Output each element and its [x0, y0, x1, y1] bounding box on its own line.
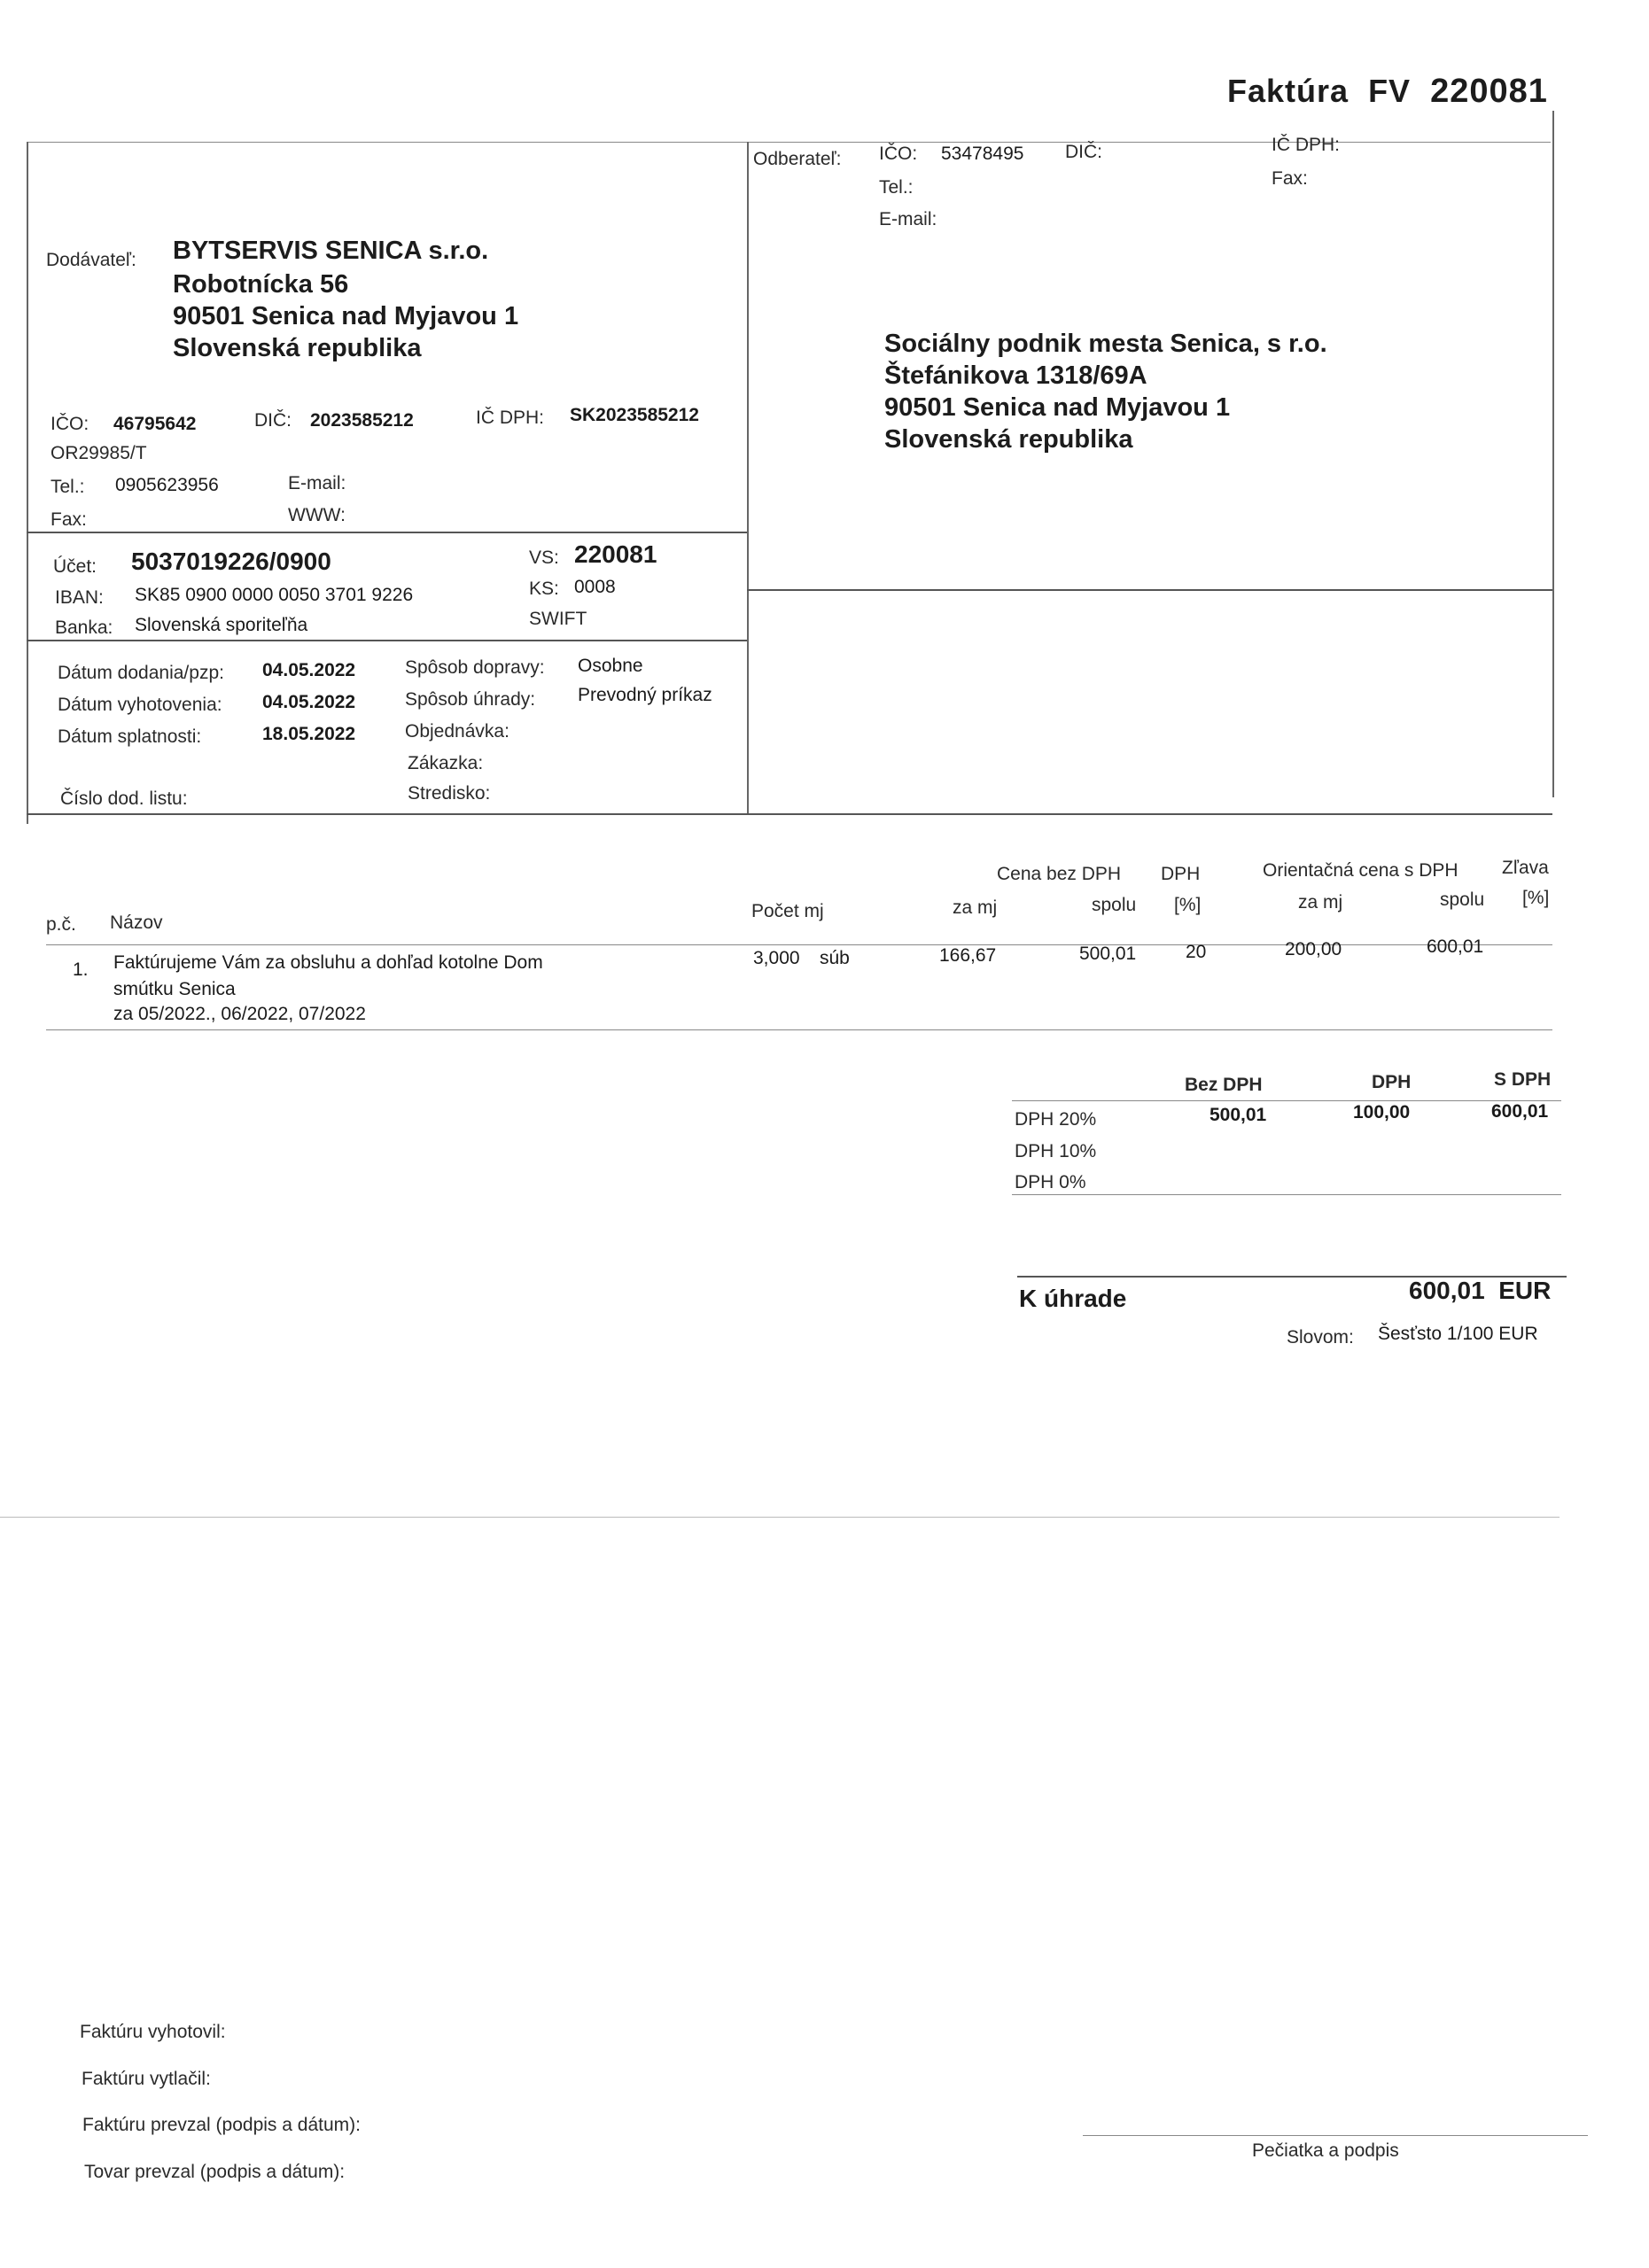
- middle-divider: [747, 142, 749, 815]
- signature-line: [1083, 2135, 1588, 2136]
- vat-row-total: 600,01: [1491, 1101, 1549, 1122]
- amount-in-words: Šesťsto 1/100 EUR: [1378, 1324, 1538, 1344]
- supplier-ico: 46795642: [113, 414, 197, 434]
- supplier-bank-divider: [27, 532, 747, 533]
- vat-bottom-rule: [1012, 1194, 1561, 1195]
- supplier-country: Slovenská republika: [173, 334, 422, 362]
- due-date-label: Dátum splatnosti:: [58, 726, 202, 747]
- delivery-note-label: Číslo dod. listu:: [60, 788, 188, 809]
- swift-label: SWIFT: [529, 609, 587, 629]
- col-price-unit: za mj: [953, 897, 998, 918]
- account-number: 5037019226/0900: [131, 548, 331, 575]
- supplier-fax-label: Fax:: [51, 509, 87, 530]
- ks-label: KS:: [529, 579, 559, 599]
- transport-value: Osobne: [578, 656, 643, 676]
- amount-in-words-label: Slovom:: [1287, 1327, 1354, 1348]
- item-name-line2: smútku Senica: [113, 979, 236, 999]
- col-name: Názov: [110, 913, 163, 933]
- payment-method-value: Prevodný príkaz: [578, 685, 712, 705]
- item-orient-total: 600,01: [1427, 936, 1484, 957]
- supplier-email-label: E-mail:: [288, 473, 346, 493]
- customer-ico: 53478495: [941, 144, 1024, 164]
- item-unit-price: 166,67: [939, 945, 997, 966]
- goods-received-label: Tovar prevzal (podpis a dátum):: [84, 2162, 346, 2182]
- vat-header-rule: [1012, 1100, 1561, 1101]
- contract-label: Zákazka:: [408, 753, 484, 773]
- issue-date: 04.05.2022: [262, 692, 356, 712]
- invoice-number: 220081: [1430, 73, 1548, 110]
- col-orient-unit: za mj: [1298, 892, 1343, 913]
- supplier-label: Dodávateľ:: [46, 250, 136, 270]
- supplier-dic-label: DIČ:: [254, 410, 292, 431]
- customer-tel-label: Tel.:: [879, 177, 914, 198]
- printed-by-label: Faktúru vytlačil:: [82, 2069, 211, 2089]
- supplier-www-label: WWW:: [288, 505, 346, 525]
- fold-mark: [0, 1517, 1560, 1518]
- bank-label: Banka:: [55, 617, 113, 638]
- vat-row-label: DPH 20%: [1015, 1109, 1097, 1130]
- bank-name: Slovenská sporiteľňa: [135, 615, 308, 635]
- center-label: Stredisko:: [408, 783, 491, 804]
- stamp-signature-label: Pečiatka a podpis: [1252, 2140, 1399, 2161]
- issue-date-label: Dátum vyhotovenia:: [58, 695, 222, 715]
- item-name-line3: za 05/2022., 06/2022, 07/2022: [113, 1004, 366, 1024]
- customer-city: 90501 Senica nad Myjavou 1: [884, 393, 1231, 422]
- payment-due-amount: [1409, 1277, 1551, 1305]
- customer-name: Sociálny podnik mesta Senica, s r.o.: [884, 330, 1327, 358]
- vs-value: 220081: [574, 540, 657, 568]
- col-orient-total: spolu: [1440, 889, 1485, 910]
- col-qty-unit: Počet mj: [751, 901, 824, 921]
- col-discount-pct: [%]: [1522, 888, 1550, 908]
- col-orient-group: Orientačná cena s DPH: [1263, 860, 1458, 881]
- payment-due-currency: EUR: [1498, 1277, 1552, 1304]
- vat-col-base: Bez DPH: [1185, 1075, 1263, 1095]
- vat-col-total: S DPH: [1494, 1069, 1552, 1090]
- col-price-group: Cena bez DPH: [997, 864, 1122, 884]
- supplier-icdph-label: IČ DPH:: [476, 408, 545, 428]
- bottom-rule: [27, 813, 1552, 815]
- transport-label: Spôsob dopravy:: [405, 657, 545, 678]
- supplier-dic: 2023585212: [310, 410, 414, 431]
- col-vat-pct: [%]: [1174, 895, 1202, 915]
- item-orient-unit: 200,00: [1285, 939, 1342, 959]
- col-vat: DPH: [1161, 864, 1201, 884]
- right-border: [1552, 111, 1554, 797]
- customer-country: Slovenská republika: [884, 425, 1133, 454]
- account-label: Účet:: [53, 556, 97, 577]
- supplier-ico-label: IČO:: [51, 414, 89, 434]
- supplier-tel: 0905623956: [115, 475, 219, 495]
- invoice-received-label: Faktúru prevzal (podpis a dátum):: [82, 2115, 361, 2135]
- item-vat: 20: [1186, 942, 1207, 962]
- items-bottom-rule: [46, 1029, 1552, 1030]
- customer-dic-label: DIČ:: [1065, 142, 1102, 162]
- payment-due-label: K úhrade: [1019, 1285, 1127, 1312]
- customer-label: Odberateľ:: [753, 149, 842, 169]
- ks-value: 0008: [574, 577, 616, 597]
- supplier-name: BYTSERVIS SENICA s.r.o.: [173, 237, 489, 265]
- invoice-title-label: Faktúra: [1227, 73, 1350, 109]
- delivery-date: 04.05.2022: [262, 660, 356, 680]
- customer-ico-label: IČO:: [879, 144, 918, 164]
- item-name-line1: Faktúrujeme Vám za obsluhu a dohľad kotolne Dom: [113, 952, 543, 973]
- issued-by-label: Faktúru vyhotovil:: [80, 2022, 226, 2042]
- due-date: 18.05.2022: [262, 724, 356, 744]
- item-qty: 3,000: [753, 948, 800, 968]
- supplier-street: Robotnícka 56: [173, 270, 349, 299]
- payment-method-label: Spôsob úhrady:: [405, 689, 536, 710]
- vat-row-base: 500,01: [1210, 1105, 1267, 1125]
- item-unit: súb: [820, 948, 850, 968]
- vat-col-vat: DPH: [1372, 1072, 1412, 1092]
- customer-street: Štefánikova 1318/69A: [884, 361, 1147, 390]
- item-total: 500,01: [1079, 944, 1137, 964]
- bank-dates-divider: [27, 640, 747, 641]
- vat-row-label: DPH 0%: [1015, 1172, 1086, 1192]
- supplier-city: 90501 Senica nad Myjavou 1: [173, 302, 519, 330]
- delivery-date-label: Dátum dodania/pzp:: [58, 663, 224, 683]
- customer-fax-label: Fax:: [1272, 168, 1308, 189]
- left-border: [27, 142, 28, 824]
- iban: SK85 0900 0000 0050 3701 9226: [135, 585, 414, 605]
- vs-label: VS:: [529, 548, 559, 568]
- customer-email-label: E-mail:: [879, 209, 937, 229]
- supplier-register: OR29985/T: [51, 443, 147, 463]
- col-price-total: spolu: [1092, 895, 1137, 915]
- col-no: p.č.: [46, 914, 76, 935]
- supplier-tel-label: Tel.:: [51, 477, 85, 497]
- invoice-series: FV: [1368, 73, 1412, 109]
- invoice-title: [1227, 73, 1548, 111]
- iban-label: IBAN:: [55, 587, 104, 608]
- col-discount: Zľava: [1502, 858, 1549, 878]
- customer-divider: [747, 589, 1552, 591]
- customer-icdph-label: IČ DPH:: [1272, 135, 1341, 155]
- supplier-icdph: SK2023585212: [570, 405, 699, 425]
- vat-row-vat: 100,00: [1353, 1102, 1411, 1122]
- payment-due-value: 600,01: [1409, 1277, 1485, 1304]
- item-no: 1.: [73, 959, 89, 980]
- order-label: Objednávka:: [405, 721, 509, 742]
- vat-row-label: DPH 10%: [1015, 1141, 1097, 1161]
